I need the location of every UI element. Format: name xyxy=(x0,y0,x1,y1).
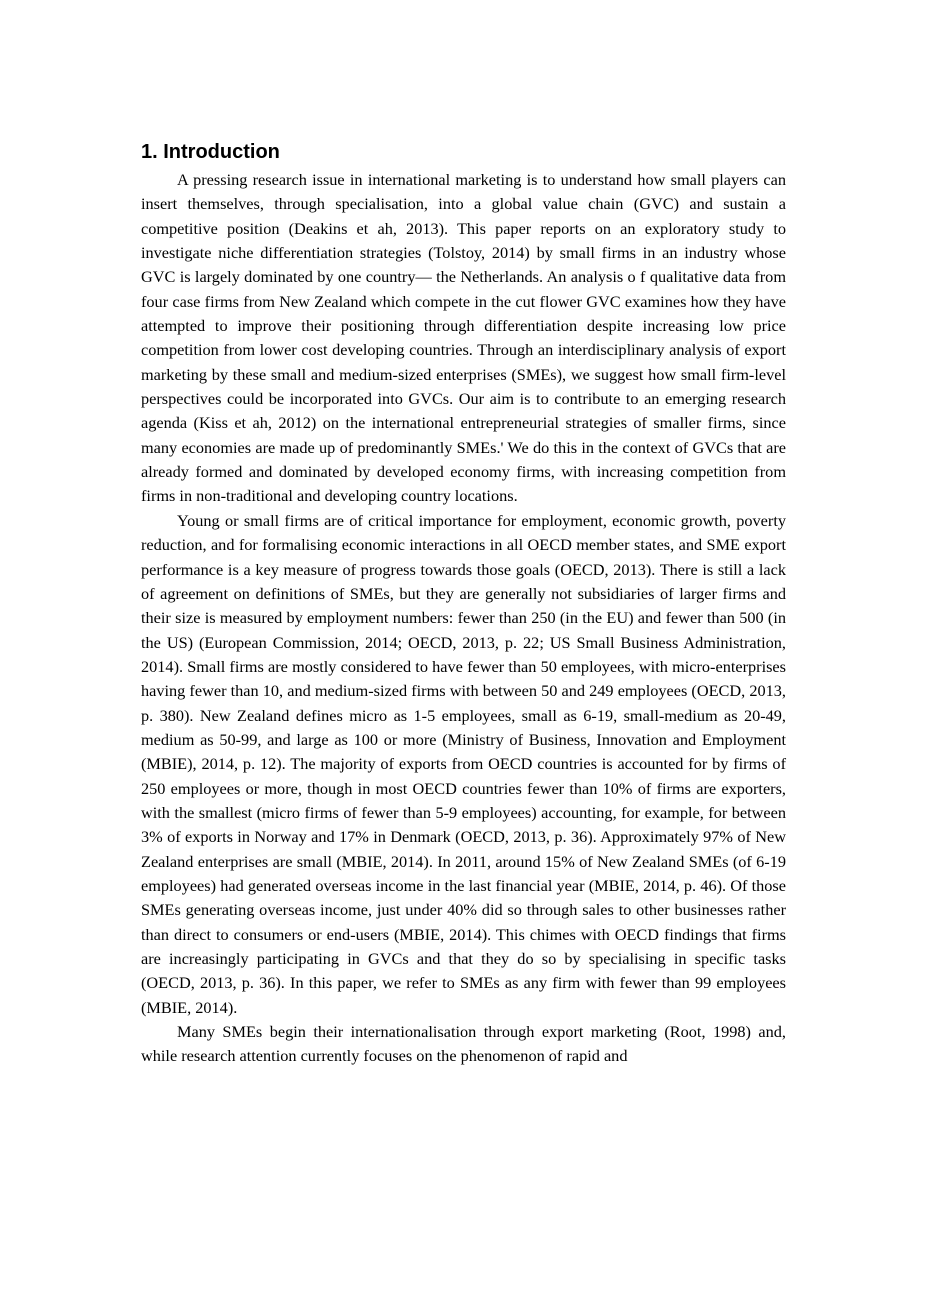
paragraph-3: Many SMEs begin their internationalisation through export marketing (Root, 1998) and, while research attention currently focuses on the phenomenon of rapid and xyxy=(141,1022,786,1066)
section-heading: 1. Introduction xyxy=(141,141,280,163)
paragraph-1: A pressing research issue in international marketing is to understand how small players can insert themselves, through specialisation, into a global value chain (GVC) and sustain a competitive position (Deakins et ah, 2013). This paper reports on an exploratory study to investigate niche differentiation strategies (Tolstoy, 2014) by small firms in an industry whose GVC is largely dominated by one country— the Netherlands. An analysis o f qualitative data from four case firms from New Zealand which compete in the cut flower GVC examines how they have attempted to improve their positioning through differentiation despite increasing low price competition from lower cost developing countries. Through an interdisciplinary analysis of export marketing by these small and medium-sized enterprises (SMEs), we suggest how small firm-level perspectives could be incorporated into GVCs. Our aim is to contribute to an emerging research agenda (Kiss et ah, 2012) on the international entrepreneurial strategies of smaller firms, since many economies are made up of predominantly SMEs.' We do this in the context of GVCs that are already formed and dominated by developed economy firms, with increasing competition from firms in non-traditional and developing country locations. xyxy=(141,170,786,506)
page-body xyxy=(141,138,786,1069)
paragraph-2: Young or small firms are of critical importance for employment, economic growth, poverty reduction, and for formalising economic interactions in all OECD member states, and SME export performance is a key measure of progress towards those goals (OECD, 2013). There is still a lack of agreement on definitions of SMEs, but they are generally not subsidiaries of larger firms and their size is measured by employment numbers: fewer than 250 (in the EU) and fewer than 500 (in the US) (European Commission, 2014; OECD, 2013, p. 22; US Small Business Administration, 2014). Small firms are mostly considered to have fewer than 50 employees, with micro-enterprises having fewer than 10, and medium-sized firms with between 50 and 249 employees (OECD, 2013, p. 380). New Zealand defines micro as 1-5 employees, small as 6-19, small-medium as 20-49, medium as 50-99, and large as 100 or more (Ministry of Business, Innovation and Employment (MBIE), 2014, p. 12). The majority of exports from OECD countries is accounted for by firms of 250 employees or more, though in most OECD countries fewer than 10% of firms are exporters, with the smallest (micro firms of fewer than 5-9 employees) accounting, for example, for between 3% of exports in Norway and 17% in Denmark (OECD, 2013, p. 36). Approximately 97% of New Zealand enterprises are small (MBIE, 2014). In 2011, around 15% of New Zealand SMEs (of 6-19 employees) had generated overseas income in the last financial year (MBIE, 2014, p. 46). Of those SMEs generating overseas income, just under 40% did so through sales to other businesses rather than direct to consumers or end-users (MBIE, 2014). This chimes with OECD findings that firms are increasingly participating in GVCs and that they do so by specialising in specific tasks (OECD, 2013, p. 36). In this paper, we refer to SMEs as any firm with fewer than 99 employees (MBIE, 2014). xyxy=(141,510,786,1017)
